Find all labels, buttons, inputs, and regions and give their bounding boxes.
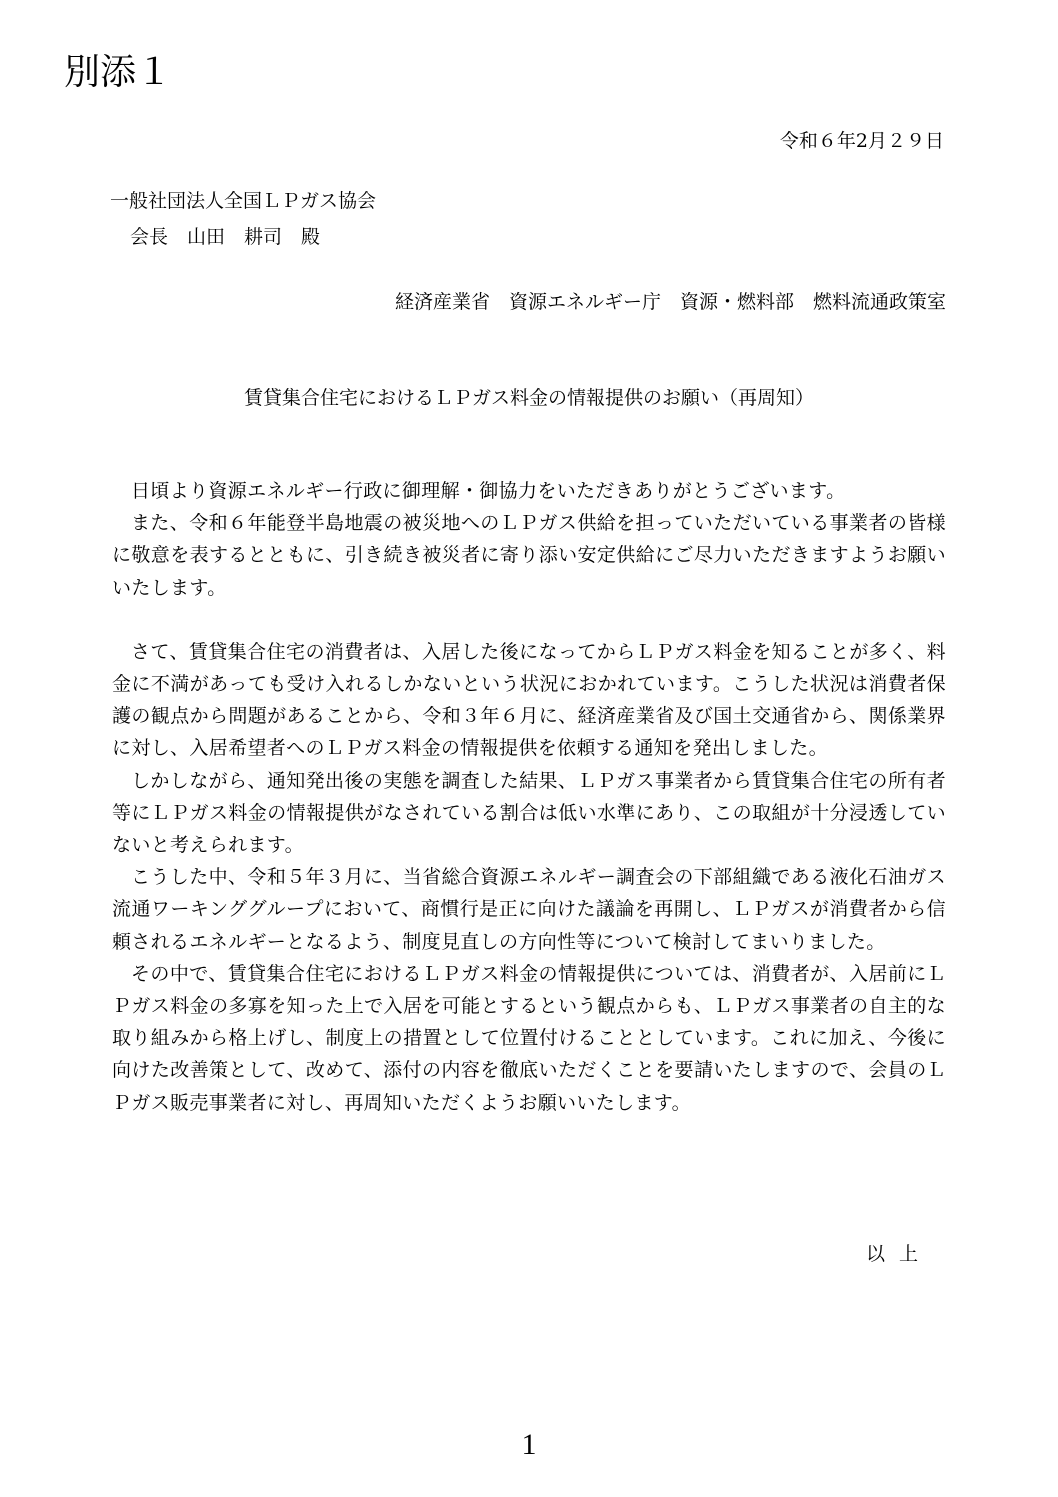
paragraph-survey: しかしながら、通知発出後の実態を調査した結果、ＬＰガス事業者から賃貸集合住宅の所有者等にＬＰガス料金の情報提供がなされている割合は低い水準にあり、この取組が十分浸透していないと考えられます。 <box>112 769 946 857</box>
paragraph-request: その中で、賃貸集合住宅におけるＬＰガス料金の情報提供については、消費者が、入居前にＬＰガス料金の多寡を知った上で入居を可能とするという観点からも、ＬＰガス事業者の自主的な取り組みから格上げし、制度上の措置として位置付けることとしています。これに加え、今後に向けた改善策として、改めて、添付の内容を徹底いただくことを要請いたしますので、会員のＬＰガス販売事業者に対し、再周知いただくようお願いいたします。 <box>112 962 946 1114</box>
attachment-label: 別添１ <box>64 52 173 92</box>
letter-body <box>112 475 946 1119</box>
sender: 経済産業省 資源エネルギー庁 資源・燃料部 燃料流通政策室 <box>394 291 946 313</box>
document-date: 令和６年2月２９日 <box>779 130 944 152</box>
paragraph-earthquake: また、令和６年能登半島地震の被災地へのＬＰガス供給を担っていただいている事業者の皆様に敬意を表するとともに、引き続き被災者に寄り添い安定供給にご尽力いただきますようお願いいたします。 <box>112 512 946 599</box>
addressee-person: 会長 山田 耕司 殿 <box>130 226 321 248</box>
addressee-organization: 一般社団法人全国ＬＰガス協会 <box>110 190 377 212</box>
paragraph-greeting: 日頃より資源エネルギー行政に御理解・御協力をいただきありがとうございます。 <box>131 480 846 502</box>
page-number: 1 <box>521 1428 537 1461</box>
closing-mark: 以上 <box>865 1243 932 1265</box>
document-title: 賃貸集合住宅におけるＬＰガス料金の情報提供のお願い（再周知） <box>243 387 814 409</box>
paragraph-working-group: こうした中、令和５年３月に、当省総合資源エネルギー調査会の下部組織である液化石油ガス流通ワーキンググループにおいて、商慣行是正に向けた議論を再開し、ＬＰガスが消費者から信頼されるエネルギーとなるよう、制度見直しの方向性等について検討してまいりました。 <box>112 866 946 953</box>
paragraph-gap <box>112 604 946 636</box>
paragraph-background: さて、賃貸集合住宅の消費者は、入居した後になってからＬＰガス料金を知ることが多く、料金に不満があっても受け入れるしかないという状況におかれています。こうした状況は消費者保護の観点から問題があることから、令和３年６月に、経済産業省及び国土交通省から、関係業界に対し、入居希望者へのＬＰガス料金の情報提供を依頼する通知を発出しました。 <box>112 640 946 760</box>
